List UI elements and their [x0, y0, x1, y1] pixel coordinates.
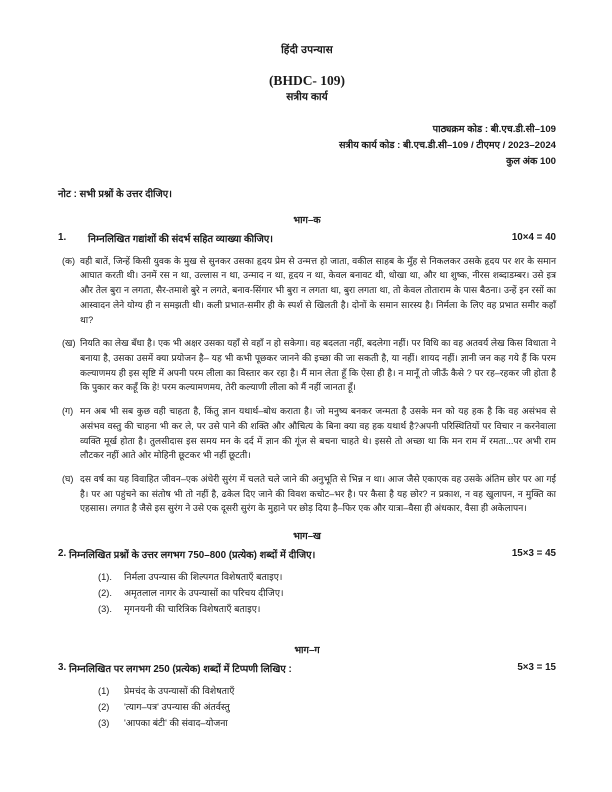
assignment-code: सत्रीय कार्य कोड : बी.एच.डी.सी–109 / टीएमए / 2023–2024: [338, 139, 556, 151]
header-code-lines: [58, 122, 556, 169]
question-2-item-list: [58, 570, 556, 618]
passage-item: [58, 472, 556, 516]
section-heading-part-b: भाग–ख: [293, 531, 321, 543]
list-item-number: (1).: [98, 572, 112, 583]
passage-text: नियति का लेख बँधा है। एक भी अक्षर उसका यहाँ से वहाँ न हो सकेगा। वह बदलता नहीं, बदलेगा नहीं। पर विधि का वह अतवर्य लेख किस विधाता ने बनाया है, उसका उसमें क्या प्रयोजन है– यह भी कभी पूछकर जानने की इच्छा की जा सकती है, या नहीं। शायद नहीं। ज्ञानी जन कह गये हैं कि परम कल्याणमय ही इस सृष्टि में अपनी परम लीला का विस्तार कर रहा है। मैं मान लेता हूँ कि ऐसा ही है। न मानूँ तो जीऊँ कैसे ? पर रह–रहकर जी होता है कि पुकार कर कहूँ कि हे! परम कल्यामणमय, तेरी कल्याणी लीला को मैं नहीं जानता हूँ।: [80, 338, 556, 393]
list-item: [98, 716, 556, 732]
total-marks: कुल अंक 100: [506, 155, 556, 167]
passage-label: (ग): [62, 406, 74, 417]
question-2-row: [58, 548, 556, 561]
list-item-number: (1): [98, 686, 110, 697]
passage-text: मन अब भी सब कुछ वही चाहता है, किंतु ज्ञान यथार्थ–बोध कराता है। जो मनुष्य बनकर जन्मता है उसके मन को यह हक है कि वह असंभव से असंभव वस्तु की चाहना भी कर ले, पर उसे पाने की शक्ति और औचित्य के बिना क्या वह हक यथार्थ है?अपनी परिस्थितियों पर विचार न करनेवाला व्यक्ति मूर्ख होता है। तुलसीदास इस समय मन के दर्द में ज्ञान की गूंज से बचना चाहते थे। इससे तो अच्छा था कि मन राम में रमता...पर अभी राम लौटकर नहीं आते ओर मोहिनी छूटकर भी नहीं छूटती।: [80, 406, 556, 461]
question-2-text: निम्नलिखित प्रश्नों के उत्तर लगभग 750–800 (प्रत्येक) शब्दों में दीजिए।: [69, 550, 316, 562]
page-title: हिंदी उपन्यास: [281, 44, 333, 56]
list-item-number: (2).: [98, 588, 112, 599]
list-item: [98, 602, 556, 618]
passage-label: (क): [62, 255, 76, 266]
question-3-row: [58, 662, 556, 675]
question-2-number: 2.: [58, 548, 67, 560]
list-item-label: 'आपका बंटी' की संवाद–योजना: [124, 718, 228, 729]
passage-label: (घ): [62, 473, 74, 484]
passage-label: (ख): [62, 338, 76, 349]
question-1-text: निम्नलिखित गद्यांशों की संदर्भ सहित व्याख्या कीजिए।: [88, 233, 274, 245]
section-heading-part-a: भाग–क: [293, 214, 321, 226]
passage-text: दस वर्ष का यह विवाहित जीवन–एक अंधेरी सुरंग में चलते चले जाने की अनुभूति से भिन्न न था। आज जैसे एकाएक वह उसके अंतिम छोर पर आ गई है। पर आ पहुंचने का संतोष भी तो नहीं है, ढकेल दिए जाने की विवश कचोट–भर है। पर कैसा है यह छोर? न प्रकाश, न वह खुलापन, न मुक्ति का एहसास। लगात है जैसे इस सुरंग ने उसे एक दूसरी सुरंग के मुहाने पर छोड़ दिया है–फिर एक और यात्रा–वैसा ही अंधकार, वैसा ही अकेलापन।: [80, 473, 556, 514]
title-block: [58, 44, 556, 104]
question-1-row: [58, 232, 556, 245]
list-item: [98, 570, 556, 586]
list-item: [98, 700, 556, 716]
question-2-marks: 15×3 = 45: [511, 548, 556, 560]
passage-item: [58, 404, 556, 463]
list-item: [98, 684, 556, 700]
list-item-label: निर्मला उपन्यास की शिल्पगत विशेषताएँ बताइए।: [124, 572, 283, 583]
list-item: [98, 586, 556, 602]
list-item-label: 'त्याग–पत्र' उपन्यास की अंतर्वस्तु: [124, 702, 230, 713]
section-heading-part-c: भाग–ग: [294, 645, 320, 657]
list-item-label: मृगनयनी की चारित्रिक विशेषताएँ बताइए।: [124, 604, 261, 615]
programme-code: पाठ्यक्रम कोड : बी.एच.डी.सी–109: [432, 124, 556, 136]
document-subtitle: सत्रीय कार्य: [286, 90, 328, 103]
instruction-note: नोट : सभी प्रश्नों के उत्तर दीजिए।: [58, 188, 172, 200]
list-item-label: प्रेमचंद के उपन्यासों की विशेषताएँ: [124, 686, 235, 697]
passage-item: [58, 336, 556, 395]
question-1-marks: 10×4 = 40: [511, 231, 556, 243]
question-1-number: 1.: [58, 231, 67, 243]
list-item-label: अमृतलाल नागर के उपन्यासों का परिचय दीजिए।: [124, 588, 284, 599]
list-item-number: (2): [98, 702, 110, 713]
passage-item: [58, 254, 556, 328]
passage-text: वही बातें, जिन्हें किसी युवक के मुख से सुनकर उसका हृदय प्रेम से उन्मत्त हो जाता, वकील साहब के मुँह से निकलकर उसके हृदय पर शर के समान आघात करती थी। उनमें रस न था, उल्लास न था, उन्माद न था, हृदय न था, केवल बनावट थी, धोखा था, और था शुष्क, नीरस शब्दाडम्बर। उसे इत्र और तेल बुरा न लगता, सैर-तमाशे बुरे न लगते, बनाव-सिंगार भी बुरा न लगता था, बुरा लगता था, तो केवल तोताराम के पास बैठना। उन्हें इन रसों का आस्वादन लेने योग्य ही न समझती थी। कली प्रभात-समीर ही के स्पर्श से खिलती है। दोनों के समान सारस्य है। निर्मला के लिए वह प्रभात समीर कहाँ था?: [80, 255, 556, 325]
list-item-number: (3).: [98, 604, 112, 615]
question-3-number: 3.: [58, 662, 67, 674]
question-3-marks: 5×3 = 15: [517, 662, 556, 674]
question-3-text: निम्नलिखित पर लगभग 250 (प्रत्येक) शब्दों में टिप्पणी लिखिए :: [69, 664, 292, 676]
list-item-number: (3): [98, 718, 110, 729]
course-code-title: (BHDC- 109): [268, 72, 346, 88]
question-3-item-list: [58, 684, 556, 732]
